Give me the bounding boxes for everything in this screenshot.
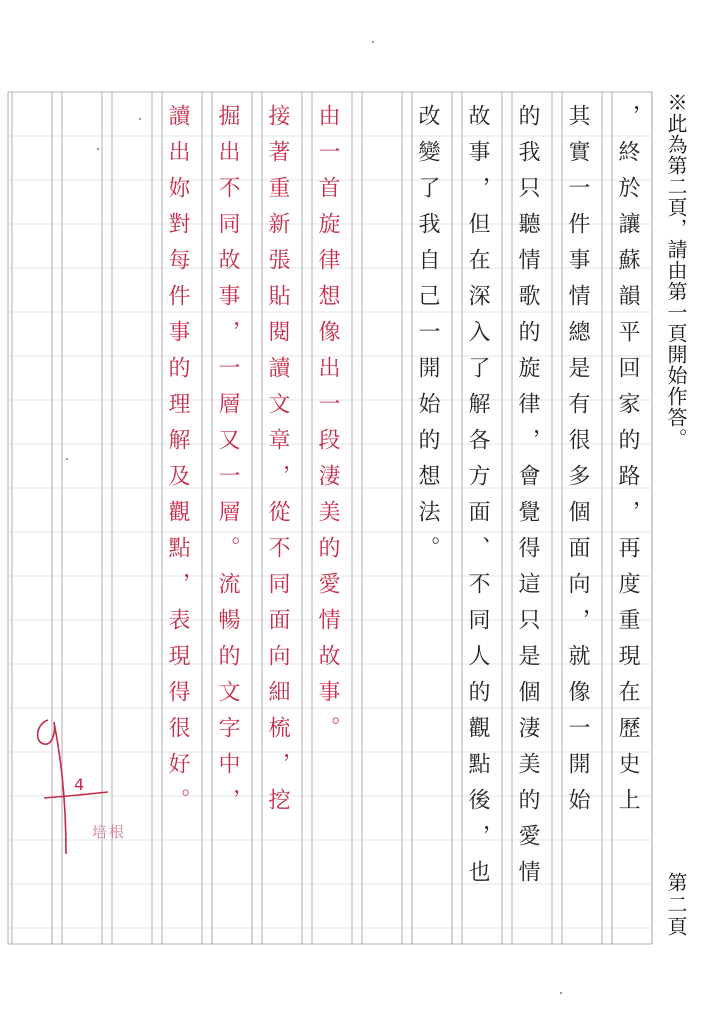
score-value: 4 — [74, 775, 85, 794]
answer-column-5: 改變了我自己一開始的想法。 — [415, 104, 440, 572]
answer-column-10: 讀出妳對每件事的理解及觀點，表現得很好。 — [165, 104, 190, 824]
paper-speck — [372, 41, 374, 43]
paper-speck — [66, 458, 68, 460]
paper-speck — [560, 992, 562, 994]
answer-column-3: 的我只聽情歌的旋律，會覺得這只是個淒美的愛情 — [515, 104, 540, 896]
answer-column-7: 由一首旋律想像出一段淒美的愛情故事。 — [315, 104, 340, 752]
answer-column-1: ，終於讓蘇韻平回家的路，再度重現在歷史上 — [615, 104, 640, 824]
instruction-note: ※此為第二頁，請由第一頁開始作答。 — [664, 92, 688, 449]
answer-column-9: 掘出不同故事，一層又一層。流暢的文字中， — [215, 104, 240, 824]
answer-column-8: 接著重新張貼閱讀文章，從不同面向細梳，挖 — [265, 104, 290, 824]
answer-column-2: 其實一件事情總是有很多個面向，就像一開始 — [565, 104, 590, 824]
paper-speck — [97, 148, 99, 150]
paper-speck — [139, 118, 141, 120]
page-number-label: 第二頁 — [664, 872, 688, 938]
answer-column-4: 故事，但在深入了解各方面、不同人的觀點後，也 — [465, 104, 490, 896]
grader-signature: 培根 — [92, 823, 127, 841]
